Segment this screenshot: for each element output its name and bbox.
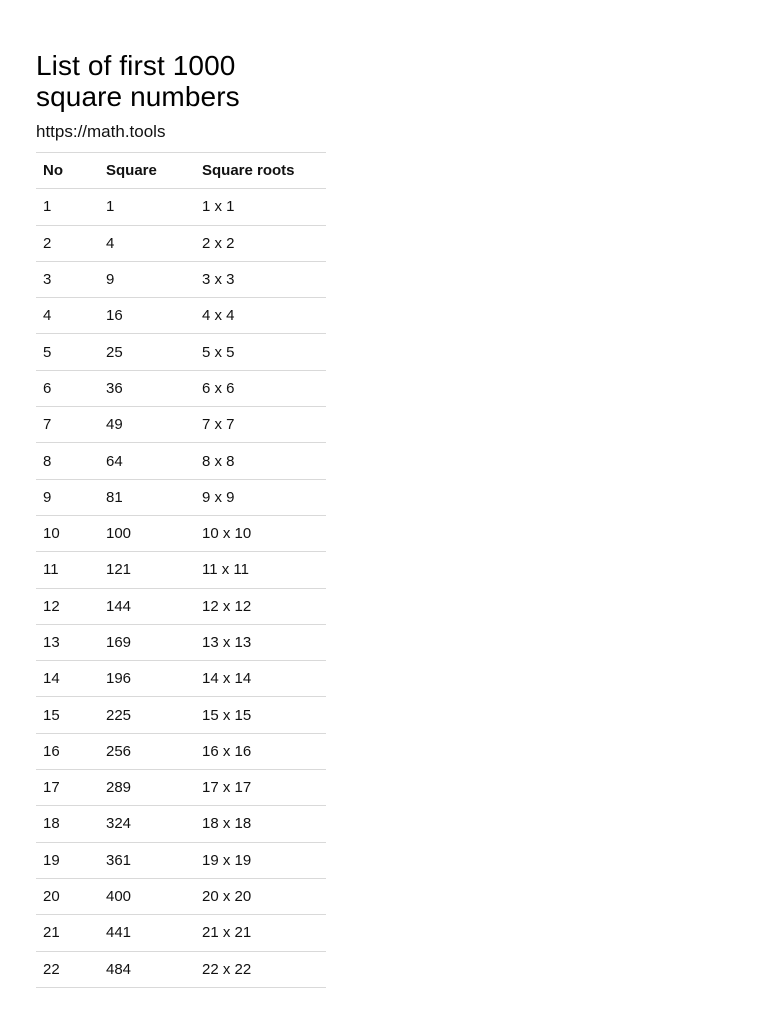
- cell-square: 225: [106, 697, 202, 733]
- cell-square: 25: [106, 334, 202, 370]
- cell-no: 18: [36, 806, 106, 842]
- cell-no: 8: [36, 443, 106, 479]
- cell-square-root: 1 x 1: [202, 189, 326, 225]
- cell-no: 21: [36, 915, 106, 951]
- table-row: [36, 842, 326, 878]
- column-header-square-roots: Square roots: [202, 153, 326, 189]
- table-row: [36, 189, 326, 225]
- cell-square-root: 14 x 14: [202, 661, 326, 697]
- cell-no: 15: [36, 697, 106, 733]
- table-row: [36, 515, 326, 551]
- table-row: [36, 951, 326, 987]
- cell-square-root: 19 x 19: [202, 842, 326, 878]
- cell-no: 14: [36, 661, 106, 697]
- header-row: [36, 153, 326, 189]
- cell-square: 144: [106, 588, 202, 624]
- cell-no: 12: [36, 588, 106, 624]
- squares-table: [36, 152, 326, 988]
- source-url: https://math.tools: [36, 122, 166, 141]
- cell-square-root: 20 x 20: [202, 878, 326, 914]
- cell-square: 169: [106, 624, 202, 660]
- cell-square-root: 12 x 12: [202, 588, 326, 624]
- cell-square: 400: [106, 878, 202, 914]
- cell-square: 36: [106, 370, 202, 406]
- cell-no: 11: [36, 552, 106, 588]
- cell-square-root: 3 x 3: [202, 261, 326, 297]
- table-row: [36, 878, 326, 914]
- cell-square: 324: [106, 806, 202, 842]
- table-row: [36, 261, 326, 297]
- cell-square: 441: [106, 915, 202, 951]
- page-title: [36, 0, 326, 112]
- cell-square: 81: [106, 479, 202, 515]
- cell-no: 9: [36, 479, 106, 515]
- cell-square-root: 16 x 16: [202, 733, 326, 769]
- cell-square: 49: [106, 407, 202, 443]
- table-row: [36, 407, 326, 443]
- document-page: [36, 0, 326, 988]
- table-row: [36, 479, 326, 515]
- cell-no: 1: [36, 189, 106, 225]
- cell-no: 7: [36, 407, 106, 443]
- cell-square: 256: [106, 733, 202, 769]
- cell-square-root: 7 x 7: [202, 407, 326, 443]
- table-row: [36, 370, 326, 406]
- cell-square-root: 15 x 15: [202, 697, 326, 733]
- page-title-line-1: List of first 1000: [36, 50, 236, 81]
- table-row: [36, 733, 326, 769]
- cell-square: 100: [106, 515, 202, 551]
- cell-square-root: 6 x 6: [202, 370, 326, 406]
- table-row: [36, 298, 326, 334]
- cell-square-root: 21 x 21: [202, 915, 326, 951]
- cell-square: 289: [106, 770, 202, 806]
- table-row: [36, 661, 326, 697]
- table-row: [36, 624, 326, 660]
- cell-square: 1: [106, 189, 202, 225]
- cell-square-root: 18 x 18: [202, 806, 326, 842]
- column-header-no: No: [36, 153, 106, 189]
- cell-square-root: 11 x 11: [202, 552, 326, 588]
- column-header-square: Square: [106, 153, 202, 189]
- cell-square-root: 5 x 5: [202, 334, 326, 370]
- table-header: [36, 153, 326, 189]
- cell-square-root: 8 x 8: [202, 443, 326, 479]
- cell-no: 5: [36, 334, 106, 370]
- cell-no: 3: [36, 261, 106, 297]
- table-row: [36, 334, 326, 370]
- cell-no: 19: [36, 842, 106, 878]
- cell-square: 121: [106, 552, 202, 588]
- cell-square: 484: [106, 951, 202, 987]
- cell-square: 9: [106, 261, 202, 297]
- cell-no: 17: [36, 770, 106, 806]
- cell-no: 22: [36, 951, 106, 987]
- cell-no: 20: [36, 878, 106, 914]
- cell-square: 4: [106, 225, 202, 261]
- cell-no: 16: [36, 733, 106, 769]
- cell-no: 10: [36, 515, 106, 551]
- cell-square-root: 13 x 13: [202, 624, 326, 660]
- table-row: [36, 915, 326, 951]
- cell-square-root: 17 x 17: [202, 770, 326, 806]
- table-row: [36, 443, 326, 479]
- cell-square-root: 9 x 9: [202, 479, 326, 515]
- table-row: [36, 552, 326, 588]
- cell-no: 6: [36, 370, 106, 406]
- cell-no: 13: [36, 624, 106, 660]
- cell-square: 361: [106, 842, 202, 878]
- cell-square: 196: [106, 661, 202, 697]
- cell-no: 2: [36, 225, 106, 261]
- table-row: [36, 770, 326, 806]
- cell-square: 64: [106, 443, 202, 479]
- table-row: [36, 225, 326, 261]
- cell-square-root: 22 x 22: [202, 951, 326, 987]
- cell-square: 16: [106, 298, 202, 334]
- table-body: [36, 189, 326, 988]
- cell-square-root: 2 x 2: [202, 225, 326, 261]
- table-row: [36, 806, 326, 842]
- cell-square-root: 4 x 4: [202, 298, 326, 334]
- cell-square-root: 10 x 10: [202, 515, 326, 551]
- table-row: [36, 588, 326, 624]
- cell-no: 4: [36, 298, 106, 334]
- page-title-line-2: square numbers: [36, 81, 240, 112]
- table-row: [36, 697, 326, 733]
